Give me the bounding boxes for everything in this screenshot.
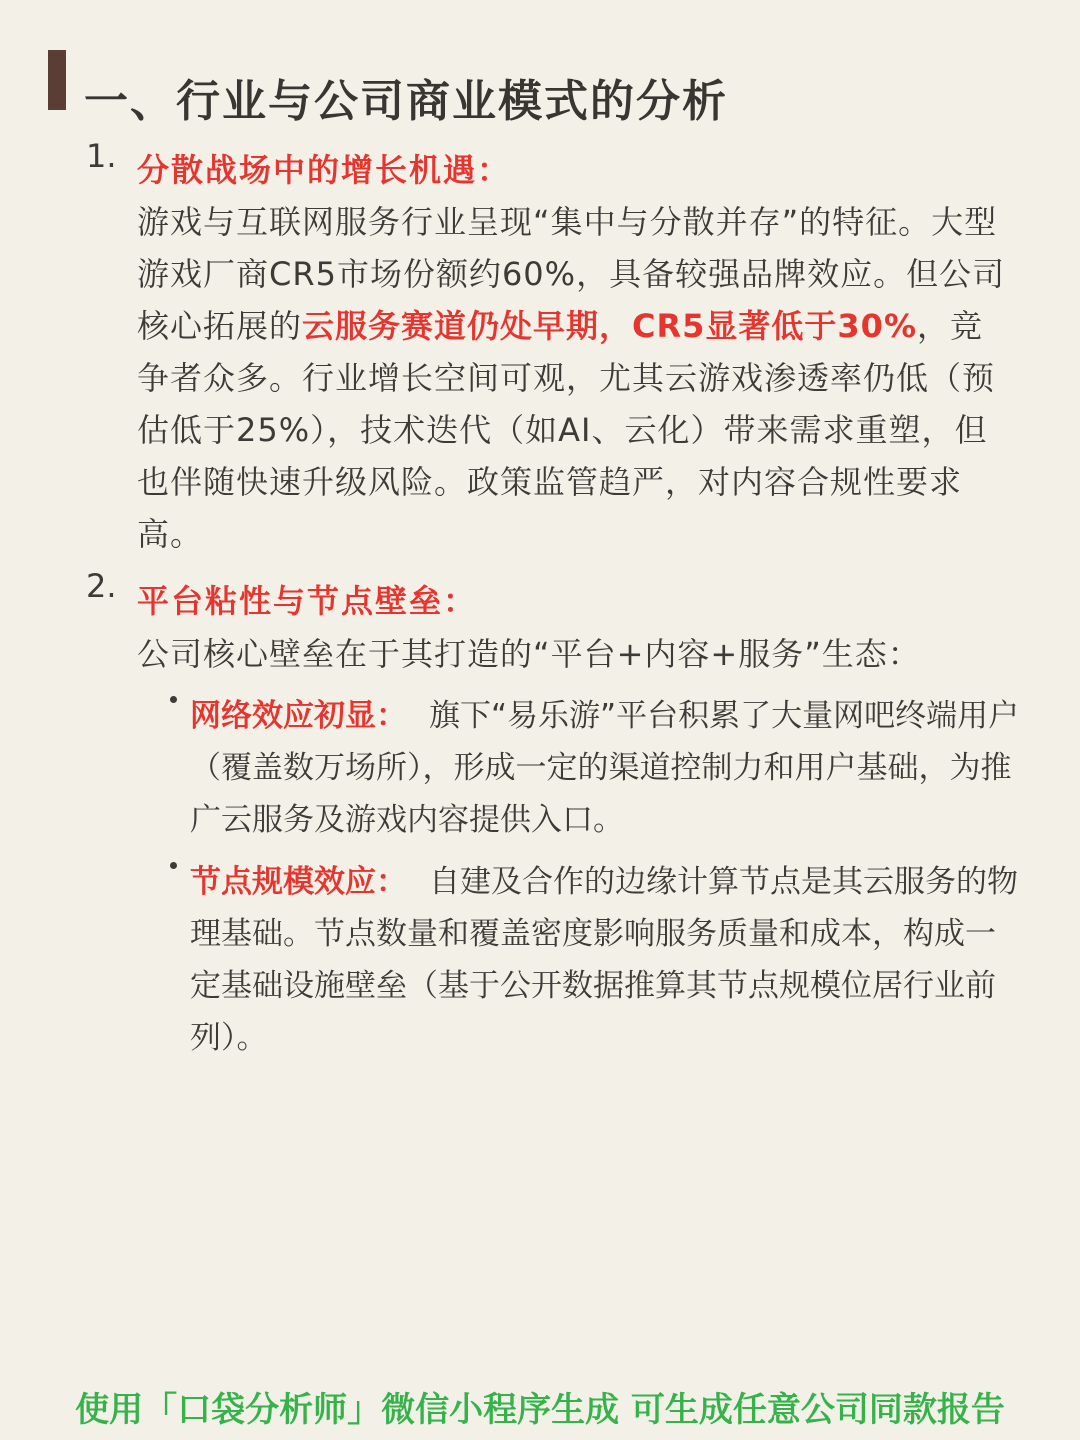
bullet-body: 自建及合作的边缘计算节点是其云服务的物理基础。节点数量和覆盖密度影响服务质量和成本，构成一定基础设施壁垒（基于公开数据推算其节点规模位居行业前列）。 [190, 864, 1018, 1056]
bullet-item [190, 690, 1020, 846]
highlight-text: 云服务赛道仍处早期，CR5显著低于30% [302, 307, 918, 345]
section-number: 2. [86, 567, 117, 605]
paragraph-text: 游戏与互联网服务行业呈现“集中与分散并存”的特征。大型游戏厂商CR5市场份额约60%，具备较强品牌效应。但公司核心拓展的 [137, 203, 1006, 345]
title-bar-accent [48, 50, 66, 110]
section-number: 1. [86, 137, 117, 175]
bullet-icon [170, 862, 177, 869]
bullet-label: 网络效应初显： [190, 698, 407, 734]
bullet-body: 旗下“易乐游”平台积累了大量网吧终端用户（覆盖数万场所），形成一定的渠道控制力和用户基础，为推广云服务及游戏内容提供入口。 [190, 698, 1020, 838]
footer-promo-text: 使用「口袋分析师」微信小程序生成 可生成任意公司同款报告 [75, 1390, 1005, 1430]
bullet-icon [170, 696, 177, 703]
section-intro: 公司核心壁垒在于其打造的“平台+内容+服务”生态： [137, 635, 921, 673]
section-heading: 分散战场中的增长机遇： [137, 151, 512, 189]
page-title: 一、行业与公司商业模式的分析 [84, 76, 728, 127]
section-heading: 平台粘性与节点壁垒： [137, 582, 478, 620]
paragraph-text: ，竞争者众多。行业增长空间可观，尤其云游戏渗透率仍低（预估低于25%），技术迭代（如AI、云化）带来需求重塑，但也伴随快速升级风险。政策监管趋严，对内容合规性要求高。 [137, 307, 996, 553]
section-paragraph [137, 196, 1007, 560]
bullet-label: 节点规模效应： [190, 864, 407, 900]
bullet-item [190, 856, 1020, 1064]
